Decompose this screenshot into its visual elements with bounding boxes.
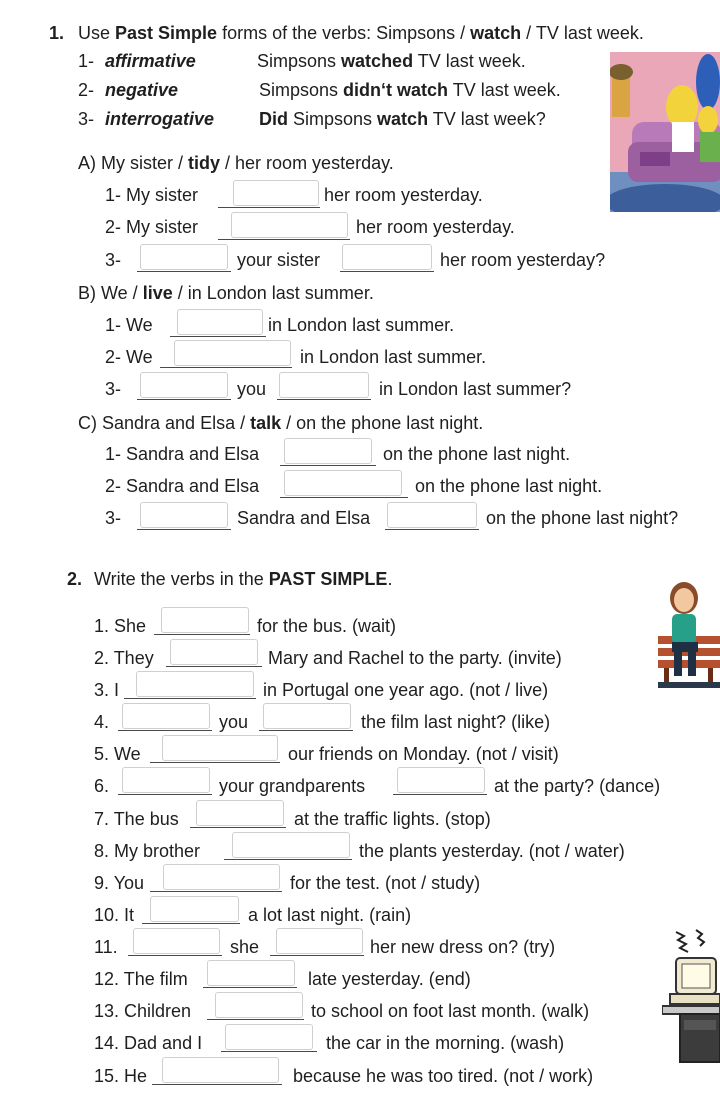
item-7-subject: 7. The bus xyxy=(94,809,179,829)
b3-rest: in London last summer? xyxy=(379,379,572,399)
item-6-answer-box-2[interactable] xyxy=(397,767,485,793)
b3-number: 3- xyxy=(105,379,122,399)
item-12-rest: late yesterday. (end) xyxy=(308,969,471,989)
example-3-type: interrogative xyxy=(105,109,215,129)
c1-rest: on the phone last night. xyxy=(383,444,571,464)
item-4-rest: the film last night? (like) xyxy=(361,712,551,732)
b1-subject: 1- We xyxy=(105,315,153,335)
item-14-subject: 14. Dad and I xyxy=(94,1033,203,1053)
item-8-rest: the plants yesterday. (not / water) xyxy=(359,841,625,861)
c1-subject: 1- Sandra and Elsa xyxy=(105,444,260,464)
exercise-2-number: 2. xyxy=(67,569,83,589)
item-9-subject: 9. You xyxy=(94,873,145,893)
c3-subject: Sandra and Elsa xyxy=(237,508,371,528)
b3-underline-2 xyxy=(277,399,371,400)
a3-answer-box-1[interactable] xyxy=(140,244,228,270)
example-1-type: affirmative xyxy=(105,51,196,71)
item-5-rest: our friends on Monday. (not / visit) xyxy=(288,744,559,764)
item-2-subject: 2. They xyxy=(94,648,154,668)
item-4-underline-1 xyxy=(118,730,212,731)
item-1-subject: 1. She xyxy=(94,616,147,636)
item-15-underline xyxy=(152,1084,282,1085)
item-10-answer-box[interactable] xyxy=(150,896,239,922)
item-11-underline-2 xyxy=(270,955,364,956)
c3-rest: on the phone last night? xyxy=(486,508,679,528)
a1-rest: her room yesterday. xyxy=(324,185,483,205)
example-3-sentence: Did Simpsons watch TV last week? xyxy=(259,109,546,129)
item-14-answer-box[interactable] xyxy=(225,1024,313,1050)
item-13-answer-box[interactable] xyxy=(215,992,303,1018)
item-12-underline xyxy=(203,987,297,988)
item-4-subject: you xyxy=(219,712,249,732)
item-2-rest: Mary and Rachel to the party. (invite) xyxy=(268,648,562,668)
a3-underline-1 xyxy=(137,271,231,272)
item-5-answer-box[interactable] xyxy=(162,735,278,761)
item-6-number: 6. xyxy=(94,776,110,796)
example-2-type: negative xyxy=(105,80,179,100)
section-c-heading: C) Sandra and Elsa / talk / on the phone last night. xyxy=(78,413,484,433)
a2-answer-box[interactable] xyxy=(231,212,348,238)
c2-underline xyxy=(280,497,408,498)
item-3-answer-box[interactable] xyxy=(136,671,254,697)
section-b-heading: B) We / live / in London last summer. xyxy=(78,283,374,303)
item-10-rest: a lot last night. (rain) xyxy=(248,905,412,925)
item-4-number: 4. xyxy=(94,712,110,732)
item-9-rest: for the test. (not / study) xyxy=(290,873,481,893)
item-8-subject: 8. My brother xyxy=(94,841,201,861)
c2-rest: on the phone last night. xyxy=(415,476,603,496)
item-5-subject: 5. We xyxy=(94,744,141,764)
item-13-underline xyxy=(207,1019,304,1020)
item-10-subject: 10. It xyxy=(94,905,135,925)
item-5-underline xyxy=(150,762,280,763)
item-14-underline xyxy=(221,1051,317,1052)
girl-on-bench-illustration xyxy=(658,578,720,690)
c3-underline-1 xyxy=(137,529,231,530)
a2-subject: 2- My sister xyxy=(105,217,199,237)
item-2-answer-box[interactable] xyxy=(170,639,258,665)
b3-underline-1 xyxy=(137,399,231,400)
item-12-answer-box[interactable] xyxy=(207,960,295,986)
item-9-underline xyxy=(150,891,282,892)
item-6-answer-box-1[interactable] xyxy=(122,767,210,793)
item-8-underline xyxy=(224,859,352,860)
b2-answer-box[interactable] xyxy=(174,340,291,366)
item-4-answer-box-2[interactable] xyxy=(263,703,351,729)
c3-answer-box-1[interactable] xyxy=(140,502,228,528)
a1-subject: 1- My sister xyxy=(105,185,199,205)
b2-underline xyxy=(160,367,292,368)
item-11-answer-box-2[interactable] xyxy=(276,928,363,954)
item-4-answer-box-1[interactable] xyxy=(122,703,210,729)
item-1-rest: for the bus. (wait) xyxy=(257,616,397,636)
item-11-rest: her new dress on? (try) xyxy=(370,937,556,957)
b1-rest: in London last summer. xyxy=(268,315,455,335)
b3-answer-box-2[interactable] xyxy=(279,372,369,398)
item-1-underline xyxy=(154,634,250,635)
item-13-rest: to school on foot last month. (walk) xyxy=(311,1001,590,1021)
a1-answer-box[interactable] xyxy=(233,180,319,206)
item-3-subject: 3. I xyxy=(94,680,120,700)
c2-answer-box[interactable] xyxy=(284,470,402,496)
item-2-underline xyxy=(166,666,262,667)
item-13-subject: 13. Children xyxy=(94,1001,192,1021)
b1-underline xyxy=(170,336,266,337)
exercise-1-number: 1. xyxy=(49,23,65,43)
a3-underline-2 xyxy=(340,271,434,272)
c3-underline-2 xyxy=(385,529,479,530)
item-15-rest: because he was too tired. (not / work) xyxy=(293,1066,594,1086)
simpsons-illustration xyxy=(610,52,720,212)
exercise-2-instruction: Write the verbs in the PAST SIMPLE. xyxy=(94,569,393,589)
a3-answer-box-2[interactable] xyxy=(342,244,432,270)
example-2-number: 2- xyxy=(78,80,95,100)
c2-subject: 2- Sandra and Elsa xyxy=(105,476,260,496)
item-7-answer-box[interactable] xyxy=(196,800,284,826)
item-7-underline xyxy=(190,827,286,828)
item-15-subject: 15. He xyxy=(94,1066,148,1086)
c1-underline xyxy=(280,465,376,466)
c1-answer-box[interactable] xyxy=(284,438,372,464)
item-6-underline-2 xyxy=(393,794,487,795)
a1-underline xyxy=(218,207,320,208)
item-9-answer-box[interactable] xyxy=(163,864,280,890)
item-15-answer-box[interactable] xyxy=(162,1057,279,1083)
computer-desk-illustration xyxy=(662,928,720,1064)
a3-rest: her room yesterday? xyxy=(440,250,606,270)
item-6-rest: at the party? (dance) xyxy=(494,776,661,796)
b2-rest: in London last summer. xyxy=(300,347,487,367)
example-2-sentence: Simpsons didn‘t watch TV last week. xyxy=(259,80,561,100)
item-8-answer-box[interactable] xyxy=(232,832,350,858)
a2-underline xyxy=(218,239,350,240)
b3-answer-box-1[interactable] xyxy=(140,372,228,398)
a2-rest: her room yesterday. xyxy=(356,217,515,237)
item-11-answer-box-1[interactable] xyxy=(133,928,220,954)
item-12-subject: 12. The film xyxy=(94,969,188,989)
section-a-heading: A) My sister / tidy / her room yesterday. xyxy=(78,153,394,173)
item-4-underline-2 xyxy=(259,730,353,731)
a3-subject: your sister xyxy=(237,250,321,270)
example-1-number: 1- xyxy=(78,51,95,71)
item-10-underline xyxy=(142,923,240,924)
item-1-answer-box[interactable] xyxy=(161,607,249,633)
b2-subject: 2- We xyxy=(105,347,153,367)
exercise-1-instruction: Use Past Simple forms of the verbs: Simpsons / watch / TV last week. xyxy=(78,23,644,43)
item-11-subject: she xyxy=(230,937,260,957)
item-6-subject: your grandparents xyxy=(219,776,366,796)
b1-answer-box[interactable] xyxy=(177,309,263,335)
a3-number: 3- xyxy=(105,250,122,270)
item-14-rest: the car in the morning. (wash) xyxy=(326,1033,565,1053)
item-6-underline-1 xyxy=(118,794,212,795)
c3-answer-box-2[interactable] xyxy=(387,502,477,528)
item-11-underline-1 xyxy=(128,955,222,956)
c3-number: 3- xyxy=(105,508,122,528)
b3-subject: you xyxy=(237,379,267,399)
item-3-rest: in Portugal one year ago. (not / live) xyxy=(263,680,549,700)
example-3-number: 3- xyxy=(78,109,95,129)
item-11-number: 11. xyxy=(94,937,118,957)
item-7-rest: at the traffic lights. (stop) xyxy=(294,809,491,829)
item-3-underline xyxy=(124,698,256,699)
example-1-sentence: Simpsons watched TV last week. xyxy=(257,51,526,71)
